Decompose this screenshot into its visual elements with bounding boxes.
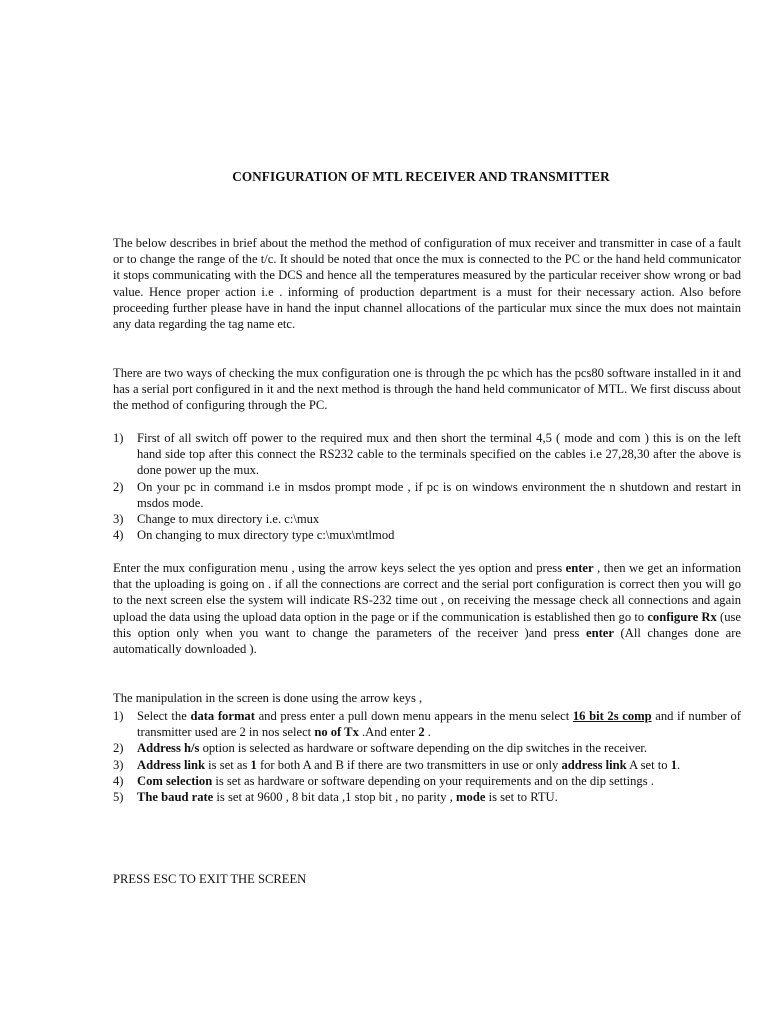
manipulation-paragraph: The manipulation in the screen is done using the arrow keys , (113, 691, 423, 705)
intro-paragraph: The below describes in brief about the method the method of configuration of mux receiver and transmitter in case of a fault or to change the range of the t/c. It should be noted that once the mux is connected to the PC or the hand held communicator it stops communicating with the DCS and hence all the temperatures measured by the particular receiver show wrong or bad value. Hence proper action i.e . informing of production department is a must for their necessary action. Also before proceeding further please have in hand the input channel allocations of the particular mux since the mux does not maintain any data regarding the tag name etc. (113, 236, 741, 332)
list-item: 3) Change to mux directory i.e. c:\mux (113, 512, 320, 527)
exit-instruction: PRESS ESC TO EXIT THE SCREEN (113, 872, 307, 886)
menu-paragraph: Enter the mux configuration menu , using the arrow keys select the yes option and press enter , then we get an information that the uploading is going on . if all the connections are correct and the serial port configuration is correct then you will go to the next screen else the system will indicate RS-232 time out , on receiving the message check all connections and again upload the data using the upload data option in the page or if the communication is established then go to configure Rx (use this option only when you want to change the parameters of the receiver )and press enter (All changes done are automatically downloaded ). (113, 561, 742, 657)
page-title: CONFIGURATION OF MTL RECEIVER AND TRANSMITTER (232, 169, 610, 184)
pc-steps-list (113, 430, 741, 543)
list-item: 3) Address link is set as 1 for both A and B if there are two transmitters in use or only address link A set to 1. (113, 757, 681, 772)
list-item: 1) First of all switch off power to the required mux and then short the terminal 4,5 ( mode and com ) this is on the left hand side top after this connect the RS232 cable to the terminals specified on the cables i.e 27,28,30 after the above is done power up the mux. (113, 431, 741, 478)
list-item: 4) On changing to mux directory type c:\mux\mtlmod (113, 528, 395, 543)
list-item: 4) Com selection is set as hardware or software depending on your requirements and on the dip settings . (113, 773, 654, 788)
list-item: 1) Select the data format and press enter a pull down menu appears in the menu select 16 bit 2s comp and if number of transmitter used are 2 in nos select no of Tx .And enter 2 . (113, 709, 741, 740)
list-item: 2) On your pc in command i.e in msdos prompt mode , if pc is on windows environment the n shutdown and restart in msdos mode. (113, 479, 741, 510)
methods-paragraph: There are two ways of checking the mux configuration one is through the pc which has the pcs80 software installed in it and has a serial port configured in it and the next method is through the hand held communicator of MTL. We first discuss about the method of configuring through the PC. (113, 366, 741, 413)
settings-list (113, 708, 741, 805)
list-item: 5) The baud rate is set at 9600 , 8 bit data ,1 stop bit , no parity , mode is set to RTU. (113, 790, 558, 805)
list-item: 2) Address h/s option is selected as hardware or software depending on the dip switches in the receiver. (113, 741, 648, 756)
